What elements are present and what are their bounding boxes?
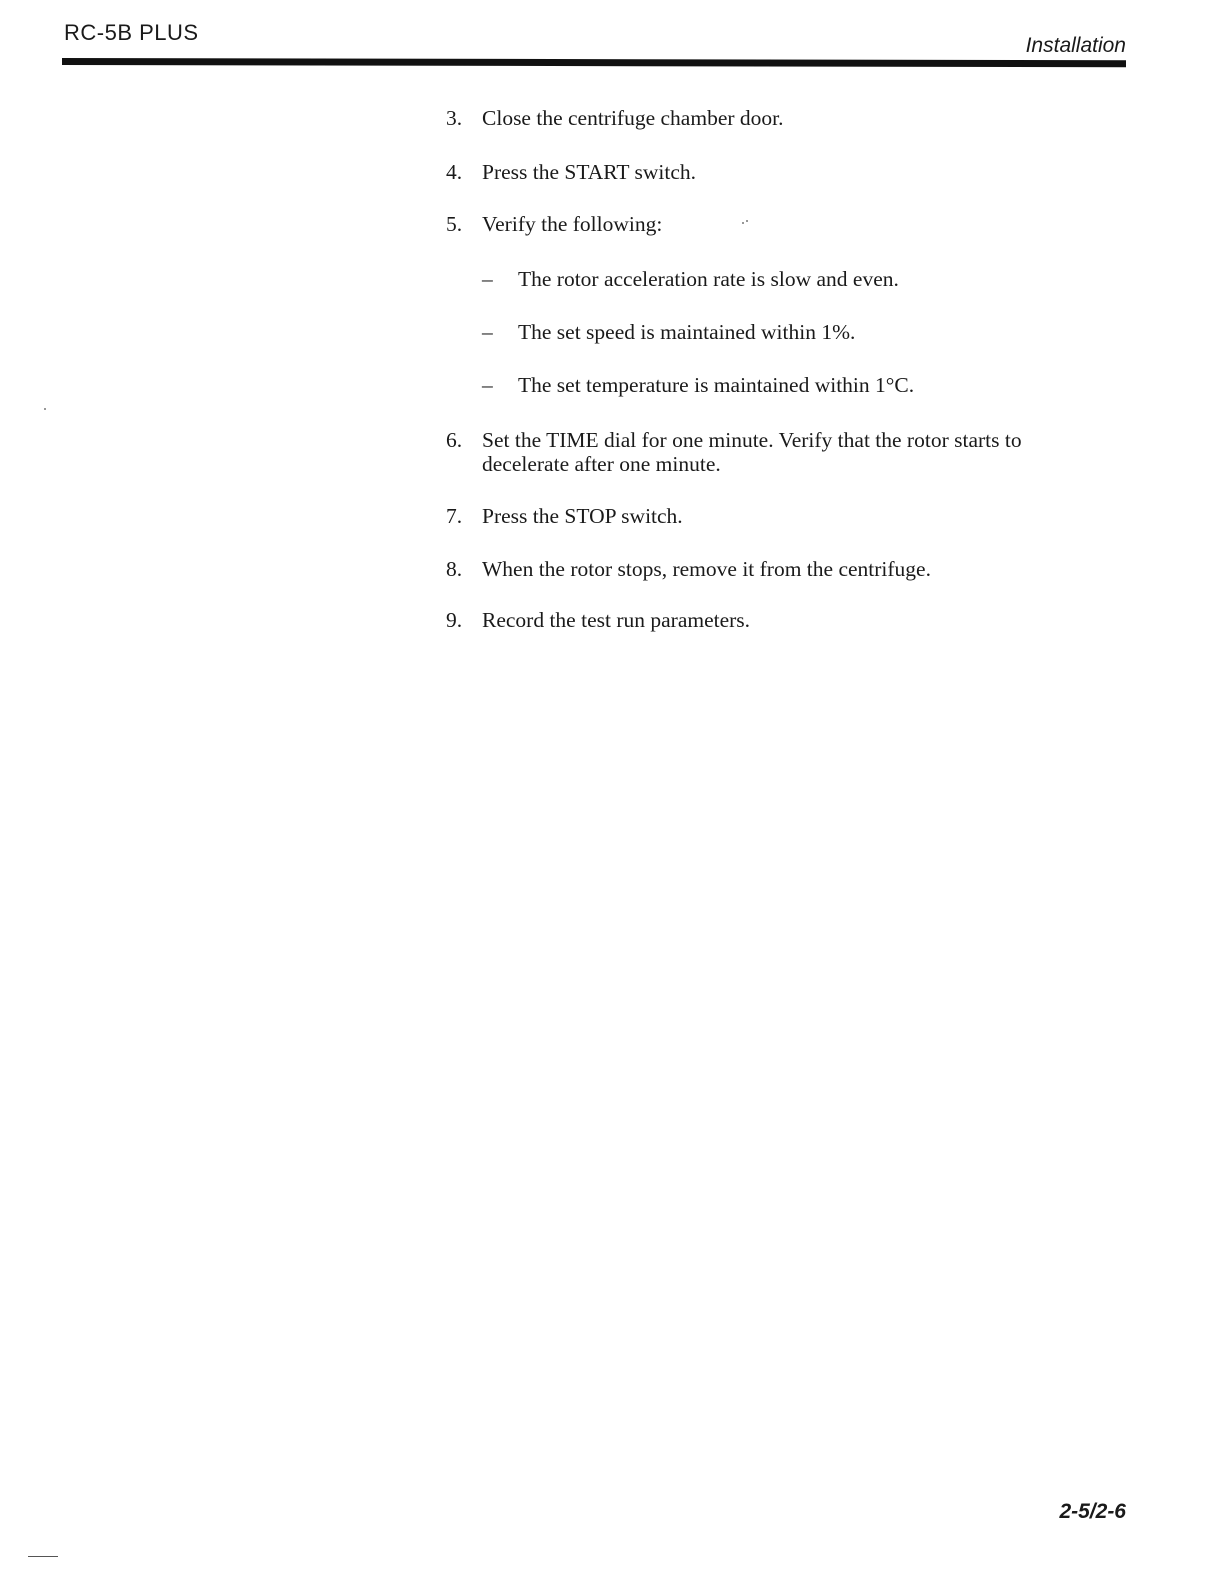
step-8 xyxy=(440,557,931,581)
header-rule xyxy=(62,58,1126,67)
scan-speck xyxy=(742,222,744,224)
dash-bullet: – xyxy=(482,320,493,344)
step-5 xyxy=(440,212,662,236)
scan-mark xyxy=(28,1556,58,1557)
dash-bullet: – xyxy=(482,267,493,291)
step-6 xyxy=(440,428,1110,476)
sub-item-text: The set speed is maintained within 1%. xyxy=(518,320,856,344)
sub-item-temperature xyxy=(440,373,914,397)
step-number: 5. xyxy=(446,212,463,236)
step-4 xyxy=(440,160,696,184)
page-number: 2-5/2-6 xyxy=(1059,1500,1126,1523)
step-text: Record the test run parameters. xyxy=(482,608,751,632)
step-number: 9. xyxy=(446,608,463,632)
step-text: Press the START switch. xyxy=(482,160,696,184)
scan-speck xyxy=(44,408,46,410)
section-title: Installation xyxy=(1025,34,1126,57)
step-number: 7. xyxy=(446,504,463,528)
step-number: 6. xyxy=(446,428,463,452)
step-text: Verify the following: xyxy=(482,212,663,236)
dash-bullet: – xyxy=(482,373,493,397)
step-text: Press the STOP switch. xyxy=(482,504,683,528)
step-3 xyxy=(440,106,784,130)
step-text: Close the centrifuge chamber door. xyxy=(482,106,784,130)
sub-item-text: The set temperature is maintained within 1°C. xyxy=(518,373,915,397)
step-number: 4. xyxy=(446,160,463,184)
product-name: RC-5B PLUS xyxy=(64,20,199,45)
step-number: 3. xyxy=(446,106,463,130)
step-number: 8. xyxy=(446,557,463,581)
sub-item-text: The rotor acceleration rate is slow and even. xyxy=(518,267,899,291)
step-text: Set the TIME dial for one minute. Verify that the rotor starts to decelerate after one minute. xyxy=(482,428,1022,476)
sub-item-speed xyxy=(440,320,855,344)
step-7 xyxy=(440,504,683,528)
step-text: When the rotor stops, remove it from the centrifuge. xyxy=(482,557,931,581)
sub-item-acceleration xyxy=(440,267,899,291)
scan-speck xyxy=(746,220,748,222)
step-9 xyxy=(440,608,750,632)
